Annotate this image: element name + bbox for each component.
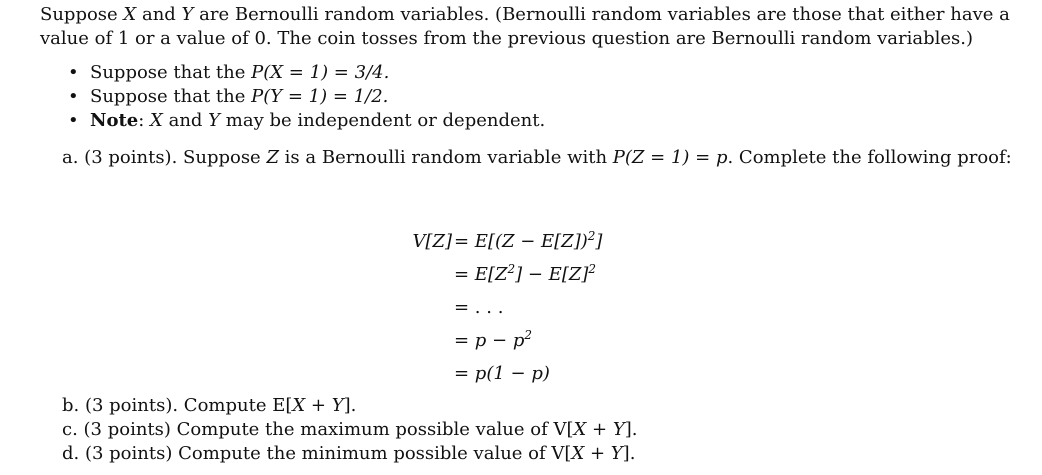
var-z: Z	[266, 147, 279, 168]
note-label: Note	[90, 110, 139, 131]
question-text: ].	[624, 419, 638, 440]
equation-text: ] − E[Z]	[515, 264, 589, 285]
question-text: b. (3 points). Compute E[	[62, 395, 293, 416]
sum-expression: X + Y	[292, 395, 344, 416]
equation-row	[409, 258, 809, 291]
equation-rhs: = p(1 − p)	[454, 363, 550, 384]
var-x: X	[150, 110, 163, 131]
prob-x-expression: P(X = 1) = 3/4.	[251, 62, 390, 83]
sum-expression: X + Y	[571, 443, 623, 464]
question-d	[62, 442, 1022, 466]
question-text: ].	[622, 443, 636, 464]
question-b	[62, 394, 1022, 418]
prob-y-expression: P(Y = 1) = 1/2.	[251, 86, 389, 107]
bullet-text: Suppose that the	[90, 62, 252, 83]
exponent: 2	[587, 229, 596, 243]
equation-row	[409, 324, 809, 357]
assumptions-list	[66, 61, 966, 133]
question-a-text: is a Bernoulli random variable with	[278, 147, 613, 168]
question-text: c. (3 points) Compute the maximum possible value of V[	[62, 419, 574, 440]
intro-paragraph	[40, 3, 1030, 51]
question-a	[62, 146, 1022, 170]
intro-text: Suppose	[40, 4, 124, 25]
equation-text: ]	[595, 231, 603, 252]
bullet-text: Suppose that the	[90, 86, 252, 107]
equation-row	[409, 225, 809, 258]
question-text: d. (3 points) Compute the minimum possible value of V[	[62, 443, 572, 464]
list-item	[66, 85, 966, 109]
equation-rhs	[454, 324, 532, 357]
remaining-questions	[62, 394, 1022, 466]
bullet-text: and	[162, 110, 209, 131]
bullet-text: may be independent or dependent.	[220, 110, 546, 131]
variance-lhs: V[Z]	[412, 231, 452, 252]
exponent: 2	[524, 328, 533, 342]
var-y: Y	[181, 4, 194, 25]
list-item	[66, 109, 966, 133]
equation-row	[409, 291, 809, 324]
question-a-text: . Complete the following proof:	[727, 147, 1012, 168]
exponent: 2	[588, 262, 597, 276]
var-x: X	[123, 4, 137, 25]
equation-rhs	[454, 225, 602, 258]
equation-text: = E[(Z − E[Z])	[454, 231, 588, 252]
equation-rhs: = . . .	[454, 297, 504, 318]
prob-z-expression: P(Z = 1) = p	[612, 147, 728, 168]
equation-rhs	[454, 258, 596, 291]
equation-row	[409, 357, 809, 390]
equation-text: = p − p	[454, 330, 525, 351]
bullet-text: :	[138, 110, 151, 131]
question-c	[62, 418, 1022, 442]
list-item	[66, 61, 966, 85]
proof-equations	[409, 225, 809, 390]
intro-text: and	[136, 4, 182, 25]
intro-text: are Bernoulli random variables. (Bernoulli random variables are those that either have a value of 1 or a value of 0. The coin tosses from the previous question are Bernoulli random variables.)	[40, 4, 1010, 49]
question-a-text: a. (3 points). Suppose	[62, 147, 267, 168]
sum-expression: X + Y	[573, 419, 625, 440]
equation-text: = E[Z	[454, 264, 508, 285]
var-y: Y	[208, 110, 221, 131]
exponent: 2	[507, 262, 516, 276]
question-text: ].	[343, 395, 357, 416]
